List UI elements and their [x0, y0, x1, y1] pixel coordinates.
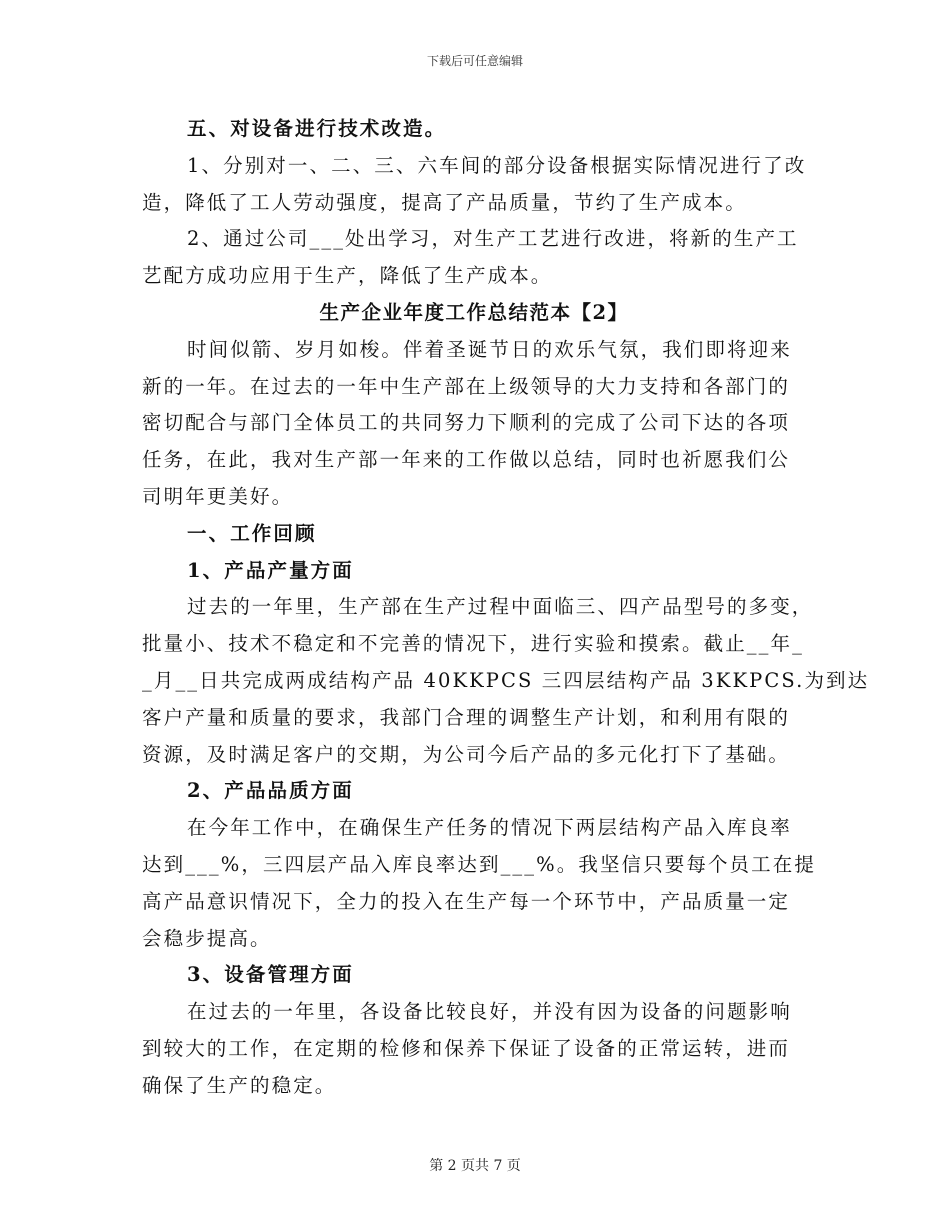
section-heading: 五、对设备进行技术改造。	[187, 117, 447, 140]
document-body	[142, 111, 870, 1105]
section-heading: 3、设备管理方面	[187, 963, 354, 987]
paragraph-line: 达到___%，三四层产品入库良率达到___%。我坚信只要每个员工在提	[142, 852, 816, 876]
paragraph-line: 在过去的一年里，各设备比较良好，并没有因为设备的问题影响	[187, 1000, 792, 1024]
paragraph-line: 确保了生产的稳定。	[142, 1073, 337, 1097]
paragraph-line: 艺配方成功应用于生产，降低了生产成本。	[142, 264, 553, 288]
section-heading: 一、工作回顾	[187, 521, 317, 545]
paragraph-line: 任务，在此，我对生产部一年来的工作做以总结，同时也祈愿我们公	[142, 448, 791, 472]
paragraph-line: 客户产量和质量的要求，我部门合理的调整生产计划，和利用有限的	[142, 705, 791, 729]
paragraph-line: 会稳步提高。	[142, 926, 272, 950]
paragraph-line: 过去的一年里，生产部在生产过程中面临三、四产品型号的多变，	[187, 595, 814, 619]
paragraph-line: 资源，及时满足客户的交期，为公司今后产品的多元化打下了基础。	[142, 742, 791, 766]
paragraph-line: 批量小、技术不稳定和不完善的情况下，进行实验和摸索。截止__年_	[142, 632, 804, 656]
paragraph-line: _月__日共完成两成结构产品 40KKPCS 三四层结构产品 3KKPCS.为到达	[142, 668, 870, 692]
paragraph-line: 高产品意识情况下，全力的投入在生产每一个环节中，产品质量一定	[142, 889, 791, 913]
section-heading: 2、产品品质方面	[187, 779, 354, 803]
section-heading: 生产企业年度工作总结范本【2】	[319, 300, 629, 324]
paragraph-line: 在今年工作中，在确保生产任务的情况下两层结构产品入库良率	[187, 816, 792, 840]
paragraph-line: 新的一年。在过去的一年中生产部在上级领导的大力支持和各部门的	[142, 374, 791, 398]
paragraph-line: 到较大的工作，在定期的检修和保养下保证了设备的正常运转，进而	[142, 1036, 791, 1060]
paragraph-line: 1、分别对一、二、三、六车间的部分设备根据实际情况进行了改	[187, 153, 807, 177]
page-footer: 第 2 页共 7 页	[429, 1158, 521, 1174]
paragraph-line: 2、通过公司___处出学习，对生产工艺进行改进，将新的生产工	[187, 227, 799, 251]
section-heading: 1、产品产量方面	[187, 558, 354, 582]
page-header: 下载后可任意编辑	[426, 54, 523, 68]
paragraph-line: 司明年更美好。	[142, 484, 294, 508]
paragraph-line: 造，降低了工人劳动强度，提高了产品质量，节约了生产成本。	[142, 190, 747, 214]
paragraph-line: 时间似箭、岁月如梭。伴着圣诞节日的欢乐气氛，我们即将迎来	[187, 337, 792, 361]
paragraph-line: 密切配合与部门全体员工的共同努力下顺利的完成了公司下达的各项	[142, 411, 791, 435]
